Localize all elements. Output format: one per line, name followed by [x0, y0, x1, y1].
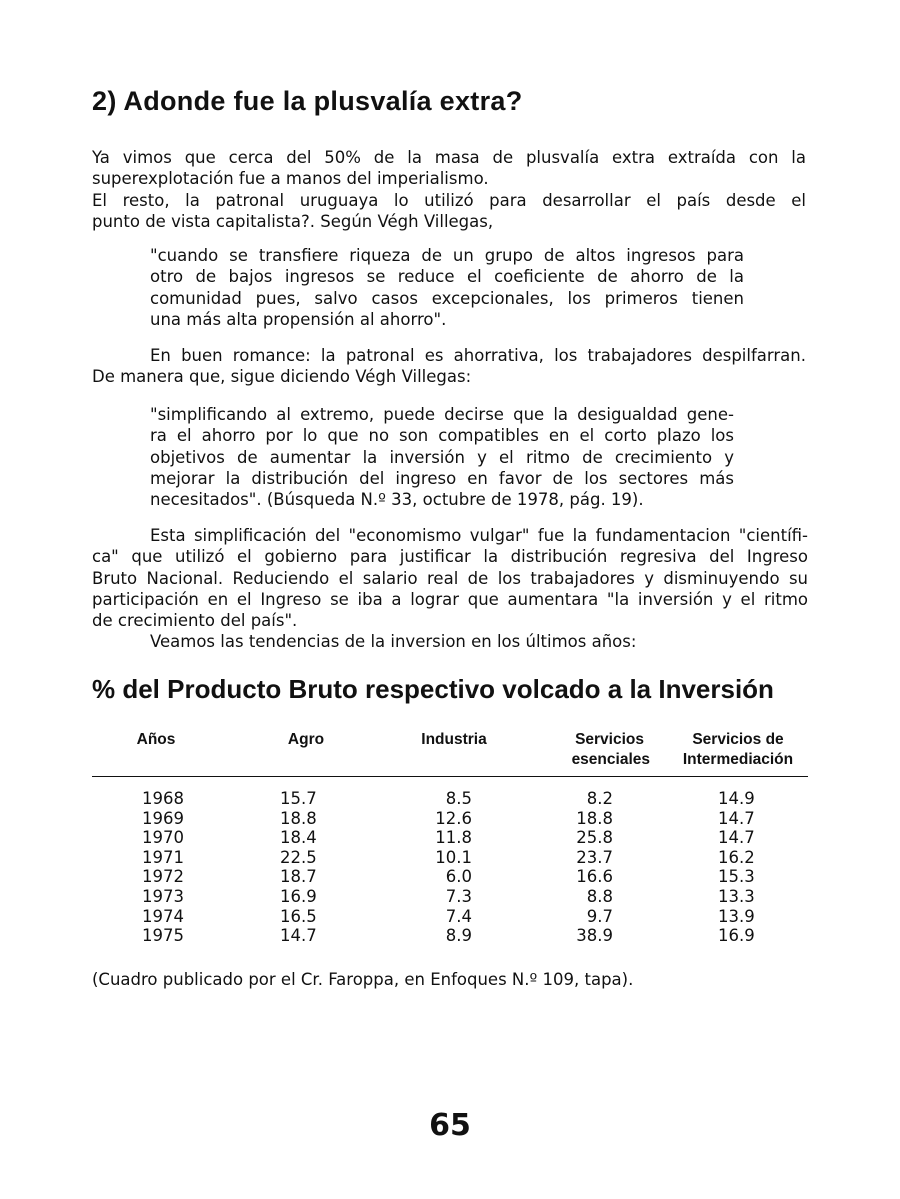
table-cell: 16.9	[280, 886, 317, 906]
table-cell: 11.8	[435, 828, 472, 848]
text-line: superexplotación fue a manos del imperialismo.	[92, 169, 489, 189]
table-cell: 12.6	[435, 808, 472, 828]
table-source-note: (Cuadro publicado por el Cr. Faroppa, en Enfoques N.º 109, tapa).	[92, 970, 634, 989]
text-line: De manera que, sigue diciendo Végh Villegas:	[92, 367, 472, 387]
table-cell: 14.7	[718, 808, 755, 828]
table-cell: 1972	[142, 867, 184, 887]
page-number: 65	[429, 1108, 471, 1143]
text-line: ca" que utilizó el gobierno para justificar la distribución regresiva del Ingreso	[92, 547, 808, 567]
text-line: participación en el Ingreso se iba a lograr que aumentara "la inversión y el ritmo	[92, 589, 808, 609]
text-line: mejorar la distribución del ingreso en favor de los sectores más	[150, 468, 734, 488]
header-line: Servicios	[575, 731, 644, 748]
table-cell: 25.8	[576, 828, 613, 848]
table-cell: 7.3	[445, 886, 472, 906]
column-anos	[142, 789, 184, 946]
table-cell: 15.3	[718, 867, 755, 887]
table-cell: 1970	[142, 828, 184, 848]
table-cell: 8.9	[445, 926, 472, 946]
table-cell: 16.9	[718, 926, 755, 946]
table-cell: 15.7	[280, 789, 317, 808]
table-cell: 18.7	[280, 867, 317, 887]
table-cell: 1973	[142, 886, 184, 906]
paragraph-2	[92, 345, 806, 388]
table-cell: 18.4	[280, 828, 317, 848]
text-line: otro de bajos ingresos se reduce el coeficiente de ahorro de la	[150, 267, 744, 287]
table-cell: 1974	[142, 906, 184, 926]
table-title: % del Producto Bruto respectivo volcado a la Inversión	[92, 674, 774, 704]
table-cell: 16.2	[718, 847, 755, 867]
header-line: Intermediación	[682, 751, 794, 768]
text-line: Ya vimos que cerca del 50% de la masa de plusvalía extra extraída con la	[92, 148, 806, 167]
header-anos	[126, 730, 186, 750]
table-cell: 16.5	[280, 906, 317, 926]
table-cell: 1975	[142, 926, 184, 946]
quote-1	[150, 245, 744, 330]
header-agro	[276, 730, 336, 750]
table-cell: 23.7	[576, 847, 613, 867]
header-line: Agro	[287, 731, 325, 748]
header-line: Industria	[421, 731, 487, 748]
table-cell: 13.3	[718, 886, 755, 906]
text-line: "simplificando al extremo, puede decirse que la desigualdad gene-	[150, 405, 734, 424]
text-line: una más alta propensión al ahorro".	[150, 309, 447, 329]
column-agro	[280, 789, 317, 946]
column-industria	[420, 789, 472, 946]
text-line: El resto, la patronal uruguaya lo utilizó para desarrollar el país desde el	[92, 190, 806, 210]
table-cell: 13.9	[718, 906, 755, 926]
paragraph-3	[92, 525, 808, 631]
table-cell: 18.8	[280, 808, 317, 828]
table-cell: 1969	[142, 808, 184, 828]
table-cell: 14.7	[280, 926, 317, 946]
table-cell: 8.8	[586, 886, 613, 906]
header-servicios-intermediacion	[668, 730, 808, 770]
text-line: objetivos de aumentar la inversión y el ritmo de crecimiento y	[150, 447, 734, 467]
table-cell: 9.7	[586, 906, 613, 926]
section-heading: 2) Adonde fue la plusvalía extra?	[92, 86, 523, 116]
text-line: Bruto Nacional. Reduciendo el salario real de los trabajadores y disminuyendo su	[92, 568, 808, 588]
header-line: Servicios de	[692, 731, 784, 748]
header-line: Años	[136, 731, 176, 748]
text-line: comunidad pues, salvo casos excepcionales, los primeros tienen	[150, 288, 744, 308]
text-line: de crecimiento del país".	[92, 611, 298, 631]
table-cell: 14.7	[718, 828, 755, 848]
header-line: esenciales	[571, 751, 650, 768]
table-header-rule	[92, 776, 808, 777]
table-cell: 8.5	[445, 789, 472, 808]
table-cell: 1968	[142, 789, 184, 808]
header-servicios-esenciales	[540, 730, 650, 770]
table-cell: 16.6	[576, 867, 613, 887]
table-cell: 6.0	[445, 867, 472, 887]
table-cell: 22.5	[280, 847, 317, 867]
column-servicios-esenciales	[555, 789, 613, 946]
text-line: ra el ahorro por lo que no son compatibles en el corto plazo los	[150, 426, 734, 446]
text-line: Esta simplificación del "economismo vulgar" fue la fundamentacion "científi-	[150, 526, 808, 545]
header-industria	[404, 730, 504, 750]
table-cell: 8.2	[586, 789, 613, 808]
text-line: punto de vista capitalista?. Según Végh Villegas,	[92, 211, 494, 231]
paragraph-1	[92, 147, 806, 232]
table-cell: 10.1	[435, 847, 472, 867]
paragraph-4: Veamos las tendencias de la inversion en los últimos años:	[150, 632, 637, 651]
table-cell: 18.8	[576, 808, 613, 828]
text-line: necesitados". (Búsqueda N.º 33, octubre de 1978, pág. 19).	[150, 490, 644, 510]
table-cell: 7.4	[445, 906, 472, 926]
text-line: "cuando se transfiere riqueza de un grupo de altos ingresos para	[150, 246, 744, 265]
quote-2	[150, 404, 734, 510]
column-servicios-intermediacion	[718, 789, 755, 946]
table-cell: 14.9	[718, 789, 755, 808]
table-cell: 38.9	[576, 926, 613, 946]
text-line: En buen romance: la patronal es ahorrativa, los trabajadores despilfarran.	[150, 346, 806, 365]
table-cell: 1971	[142, 847, 184, 867]
